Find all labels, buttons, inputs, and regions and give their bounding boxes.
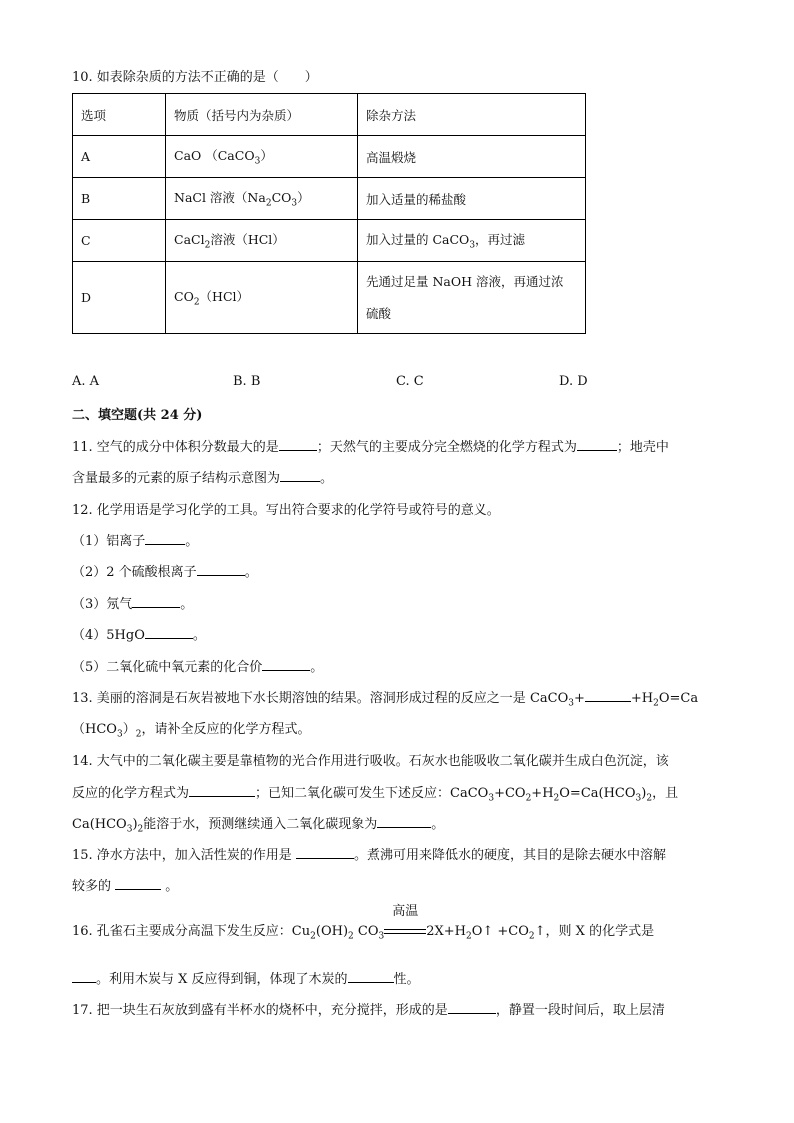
table-row	[73, 220, 586, 262]
row-option: B	[73, 178, 166, 220]
question-11-line-1: 11. 空气的成分中体积分数最大的是 ；天然气的主要成分完全燃烧的化学方程式为 ；地壳中	[72, 440, 669, 455]
header-substance: 物质（括号内为杂质）	[166, 94, 358, 136]
question-16-line-1: 16. 孔雀石主要成分高温下发生反应：$Cu_2(OH)_2$ $CO_3$ 高温 $2X+H_2O↑$ $+CO_2↑$，则 X 的化学式是	[72, 904, 655, 942]
question-15-line-2: 较多的 。	[72, 879, 179, 894]
table-row	[73, 262, 586, 334]
answer-blank[interactable]	[197, 563, 245, 576]
answer-blank[interactable]	[72, 970, 96, 983]
answer-blank[interactable]	[377, 815, 431, 828]
question-13-line-1: 13. 美丽的溶洞是石灰岩被地下水长期溶蚀的结果。溶洞形成过程的反应之一是 CaCO$_3$+ $+H_2O=Ca$	[72, 691, 699, 709]
row-substance: CaCl$_2$溶液（HCl）	[166, 220, 358, 262]
answer-blank[interactable]	[279, 438, 317, 451]
answer-blank[interactable]	[448, 1001, 496, 1014]
header-method: 除杂方法	[358, 94, 586, 136]
header-option: 选项	[73, 94, 166, 136]
row-method: 加入适量的稀盐酸	[358, 178, 586, 220]
row-method: 加入过量的 CaCO$_3$，再过滤	[358, 220, 586, 262]
answer-blank[interactable]	[145, 532, 185, 545]
question-12-stem: 12. 化学用语是学习化学的工具。写出符合要求的化学符号或符号的意义。	[72, 503, 500, 518]
answer-blank[interactable]	[132, 595, 180, 608]
question-16-line-2: 。利用木炭与 X 反应得到铜，体现了木炭的 性。	[72, 968, 420, 987]
option-b[interactable]: B. B	[233, 374, 261, 389]
question-17-line-1: 17. 把一块生石灰放到盛有半杯水的烧杯中，充分搅拌，形成的是 ，静置一段时间后，取上层清	[72, 1003, 665, 1018]
table-row	[73, 178, 586, 220]
question-10-options	[72, 374, 592, 392]
option-d[interactable]: D. D	[559, 374, 588, 389]
answer-blank[interactable]	[280, 469, 320, 482]
table-header-row	[73, 94, 586, 136]
row-option: C	[73, 220, 166, 262]
answer-blank[interactable]	[348, 970, 394, 983]
answer-blank[interactable]	[262, 658, 310, 671]
section-heading: 二、填空题(共 24 分)	[72, 408, 203, 423]
row-method: 先通过足量 NaOH 溶液，再通过浓 硫酸	[358, 262, 586, 334]
question-15-line-1: 15. 净水方法中，加入活性炭的作用是 。煮沸可用来降低水的硬度，其目的是除去硬水中溶解	[72, 848, 666, 863]
question-12-item: （3）氖气 。	[72, 597, 194, 612]
impurity-removal-table	[72, 93, 586, 334]
question-14-line-2: 反应的化学方程式为 ；已知二氧化碳可发生下述反应：$CaCO_3+CO_2+H_2O=Ca(HCO_3)_2$，且	[72, 786, 679, 804]
row-option: D	[73, 262, 166, 334]
table-row	[73, 136, 586, 178]
double-line-sign	[384, 929, 426, 934]
row-substance: $CO_2(HCl)$	[166, 262, 358, 334]
row-method: 高温煅烧	[358, 136, 586, 178]
question-12-item: （4）5HgO 。	[72, 628, 206, 643]
question-11-line-2: 含量最多的元素的原子结构示意图为 。	[72, 471, 334, 486]
answer-blank[interactable]	[115, 877, 161, 890]
answer-blank[interactable]	[577, 438, 617, 451]
question-12-item: （5）二氧化硫中氧元素的化合价 。	[72, 660, 324, 675]
row-substance: NaCl 溶液$(Na_2CO_3)$	[166, 178, 358, 220]
reaction-condition: 高温	[384, 924, 426, 939]
option-c[interactable]: C. C	[396, 374, 424, 389]
question-12-item: （2）2 个硫酸根离子 。	[72, 565, 258, 580]
row-substance: CaO （CaCO$_3$）	[166, 136, 358, 178]
answer-blank[interactable]	[145, 626, 193, 639]
answer-blank[interactable]	[585, 689, 631, 702]
option-a[interactable]: A. A	[72, 374, 100, 389]
question-12-item: （1）铝离子 。	[72, 534, 199, 549]
answer-blank[interactable]	[189, 784, 255, 797]
answer-blank[interactable]	[296, 846, 354, 859]
question-14-line-1: 14. 大气中的二氧化碳主要是靠植物的光合作用进行吸收。石灰水也能吸收二氧化碳并生成白色沉淀，该	[72, 754, 669, 769]
row-option: A	[73, 136, 166, 178]
question-13-line-2: $(HCO_3)_2$，请补全反应的化学方程式。	[72, 722, 311, 740]
question-10-stem: 10. 如表除杂质的方法不正确的是（ ）	[72, 70, 318, 85]
question-14-line-3: $Ca(HCO_3)_2$能溶于水，预测继续通入二氧化碳现象为 。	[72, 817, 445, 835]
